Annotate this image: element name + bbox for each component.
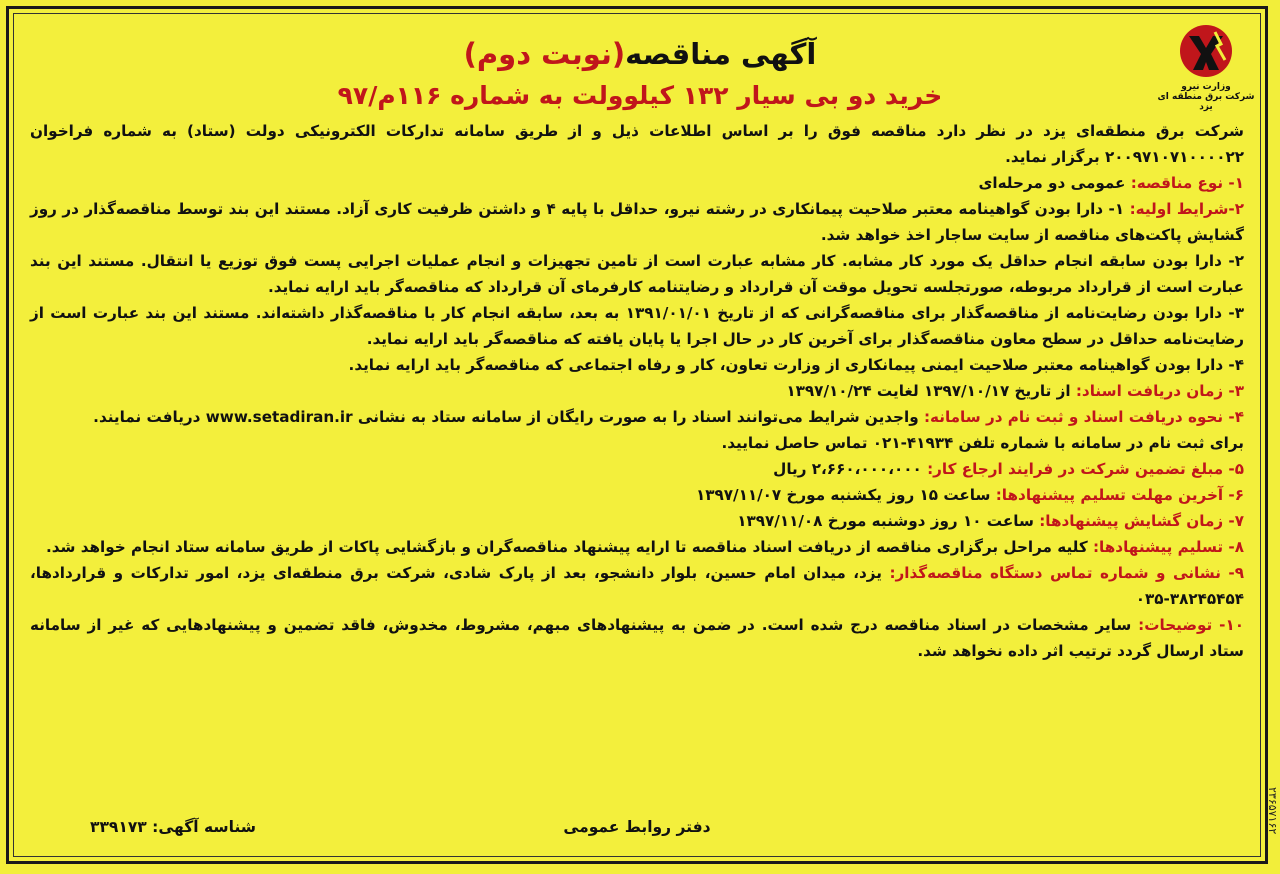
side-code: ۲۳۶۵۷۱۶۲ [1266, 786, 1279, 834]
item-tender-type [30, 170, 1244, 196]
item-document-time [30, 378, 1244, 404]
item-label: ۷- زمان گشایش پیشنهادها: [1039, 512, 1244, 530]
item-opening [30, 508, 1244, 534]
item-value: سایر مشخصات در اسناد مناقصه درج شده است. در ضمن به پیشنهادهای مبهم، مشروط، مخدوش، فاقد تضمین و پیشنهادهایی که غیر از سامانه ستاد ارسال گردد ترتیب اثر داده نخواهد شد. [30, 616, 1244, 660]
ad-title [160, 34, 1120, 74]
item-deadline [30, 482, 1244, 508]
logo-company-text: شرکت برق منطقه ای یزد [1157, 92, 1255, 112]
item-label: ۱۰- توضیحات: [1138, 616, 1244, 634]
item-label: ۵- مبلغ تضمین شرکت در فرایند ارجاع کار: [927, 460, 1244, 478]
item-how-to-receive [30, 404, 1244, 430]
item-value: یزد، میدان امام حسین، بلوار دانشجو، بعد از پارک شادی، شرکت برق منطقه‌ای یزد، امور تدارکات و قراردادها، ۳۸۲۴۵۴۵۴-۰۳۵ [30, 564, 1244, 608]
title-round: (نوبت دوم) [463, 37, 626, 71]
public-relations-office: دفتر روابط عمومی [563, 818, 711, 836]
item-label: ۱- نوع مناقصه: [1130, 174, 1244, 192]
item-value: ساعت ۱۵ روز یکشنبه مورخ ۱۳۹۷/۱۱/۰۷ [695, 486, 991, 504]
item-value: عمومی دو مرحله‌ای [978, 174, 1126, 192]
item-value: کلیه مراحل برگزاری مناقصه از دریافت اسناد مناقصه تا ارایه پیشنهاد مناقصه‌گران و بازگشایی پاکات از طریق سامانه ستاد انجام خواهد شد. [45, 538, 1088, 556]
item-address [30, 560, 1244, 612]
item-label: ۶- آخرین مهلت تسلیم پیشنهادها: [995, 486, 1244, 504]
item-value: واجدین شرایط می‌توانند اسناد را به صورت رایگان از سامانه ستاد به نشانی [357, 408, 919, 426]
condition-3: ۳- دارا بودن رضایت‌نامه از مناقصه‌گذار برای مناقصه‌گرانی که از تاریخ ۱۳۹۱/۰۱/۰۱ به بعد، سابقه انجام کار با مناقصه‌گذار داشته‌اند. مستند این بند عبارت است از رضایت‌نامه حداقل در سطح معاون مناقصه‌گذار برای آخرین کار در حال اجرا یا پایان یافته که مناقصه‌گر باید ارایه نماید. [30, 304, 1244, 348]
item-conditions [30, 196, 1244, 248]
condition-1: ۱- دارا بودن گواهینامه معتبر صلاحیت پیمانکاری در رشته نیرو، حداقل با پایه ۴ و داشتن ظرفیت کاری آزاد. مستند این بند توسط مناقصه‌گذار در روز گشایش پاکت‌های مناقصه از سایت ساجار اخذ خواهد شد. [30, 200, 1244, 244]
item-notes [30, 612, 1244, 664]
intro-paragraph: شرکت برق منطقه‌ای یزد در نظر دارد مناقصه فوق را بر اساس اطلاعات ذیل و از طریق سامانه تدارکات الکترونیکی دولت (ستاد) به شماره فراخوان ۲۰۰۹۷۱۰۷۱۰۰۰۰۲۲ برگزار نماید. [30, 122, 1244, 166]
item-submission [30, 534, 1244, 560]
condition-4: ۴- دارا بودن گواهینامه معتبر صلاحیت ایمنی پیمانکاری از وزارت تعاون، کار و رفاه اجتماعی که مناقصه‌گر باید ارایه نماید. [348, 356, 1244, 374]
ad-body [30, 118, 1244, 664]
registration-note: برای ثبت نام در سامانه با شماره تلفن ۴۱۹۳۴-۰۲۱ تماس حاصل نمایید. [721, 434, 1244, 452]
item-value: از تاریخ ۱۳۹۷/۱۰/۱۷ لغایت ۱۳۹۷/۱۰/۲۴ [786, 382, 1071, 400]
item-label: ۳- زمان دریافت اسناد: [1075, 382, 1244, 400]
item-label: ۹- نشانی و شماره تماس دستگاه مناقصه‌گذار: [889, 564, 1244, 582]
condition-2: ۲- دارا بودن سابقه انجام حداقل یک مورد کار مشابه. کار مشابه عبارت است از تامین تجهیزات و انجام عملیات اجرایی پست فوق توزیع یا انتقال. مستند این بند عبارت است از قرارداد مربوطه، صورتجلسه تحویل موقت آن قرارداد و رضایتنامه کارفرمای آن قرارداد که مناقصه‌گر باید ارایه نماید. [30, 252, 1244, 296]
title-main: آگهی مناقصه [625, 37, 817, 71]
ad-footer [30, 818, 1244, 846]
electric-tower-logo-icon [1175, 22, 1237, 80]
ad-subtitle: خرید دو بی سیار ۱۳۲ کیلوولت به شماره ۱۱۶م/۹۷ [337, 81, 943, 110]
item-value: دریافت نمایند. [93, 408, 201, 426]
organization-logo [1150, 22, 1262, 112]
item-value: ۲،۶۶۰،۰۰۰،۰۰۰ ریال [773, 460, 922, 478]
logo-ministry-text: وزارت نیرو [1181, 82, 1231, 92]
item-label: ۸- تسلیم پیشنهادها: [1092, 538, 1244, 556]
item-guarantee [30, 456, 1244, 482]
ad-identifier: شناسه آگهی: ۳۳۹۱۷۳ [90, 818, 257, 836]
item-label: ۴- نحوه دریافت اسناد و ثبت نام در سامانه: [923, 408, 1244, 426]
item-value: ساعت ۱۰ روز دوشنبه مورخ ۱۳۹۷/۱۱/۰۸ [737, 512, 1034, 530]
setadiran-link[interactable]: www.setadiran.ir [205, 408, 353, 426]
item-label: ۲-شرایط اولیه: [1129, 200, 1244, 218]
